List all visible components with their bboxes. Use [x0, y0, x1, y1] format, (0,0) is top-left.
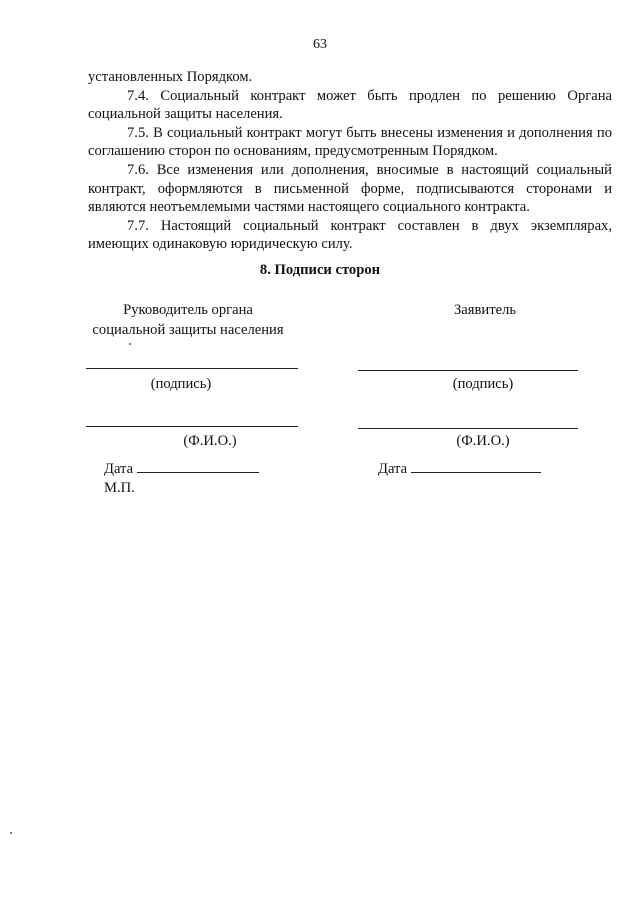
right-date-line	[411, 471, 541, 473]
margin-dot-mark	[10, 832, 12, 834]
section-heading: 8. Подписи сторон	[259, 262, 381, 278]
left-name-caption: (Ф.И.О.)	[183, 433, 237, 449]
left-party-title	[86, 300, 290, 340]
right-signature-line	[358, 370, 578, 371]
left-signature-caption: (подпись)	[150, 376, 212, 392]
paragraph-continuation: установленных Порядком.	[88, 69, 253, 85]
paragraph-7-7: 7.7. Настоящий социальный контракт составлен в двух экземплярах, имеющих одинаковую юридическую силу.	[88, 217, 612, 253]
left-date-field	[104, 461, 259, 478]
paragraph-7-4: 7.4. Социальный контракт может быть продлен по решению Органа социальной защиты населения.	[88, 87, 612, 123]
left-date-line	[137, 471, 259, 473]
contract-body	[88, 68, 612, 254]
left-date-label: Дата	[104, 461, 134, 477]
stray-dot-mark	[129, 343, 131, 345]
right-name-caption: (Ф.И.О.)	[456, 433, 510, 449]
stamp-label: М.П.	[104, 480, 135, 496]
left-party-title-line2: социальной защиты населения	[92, 322, 284, 338]
left-name-line	[86, 426, 298, 427]
page-number: 63	[313, 37, 327, 52]
paragraph-7-6: 7.6. Все изменения или дополнения, вносимые в настоящий социальный контракт, оформляются в письменной форме, подписываются сторонами и являются неотъемлемыми частями настоящего социального контракта.	[88, 161, 612, 216]
right-name-line	[358, 428, 578, 429]
left-signature-line	[86, 368, 298, 369]
left-party-title-line1: Руководитель органа	[123, 302, 253, 318]
right-party-title: Заявитель	[454, 302, 516, 318]
paragraph-7-5: 7.5. В социальный контракт могут быть внесены изменения и дополнения по соглашению сторон по основаниям, предусмотренным Порядком.	[88, 124, 612, 160]
right-date-field	[378, 461, 541, 478]
right-date-label: Дата	[378, 461, 408, 477]
right-signature-caption: (подпись)	[452, 376, 514, 392]
